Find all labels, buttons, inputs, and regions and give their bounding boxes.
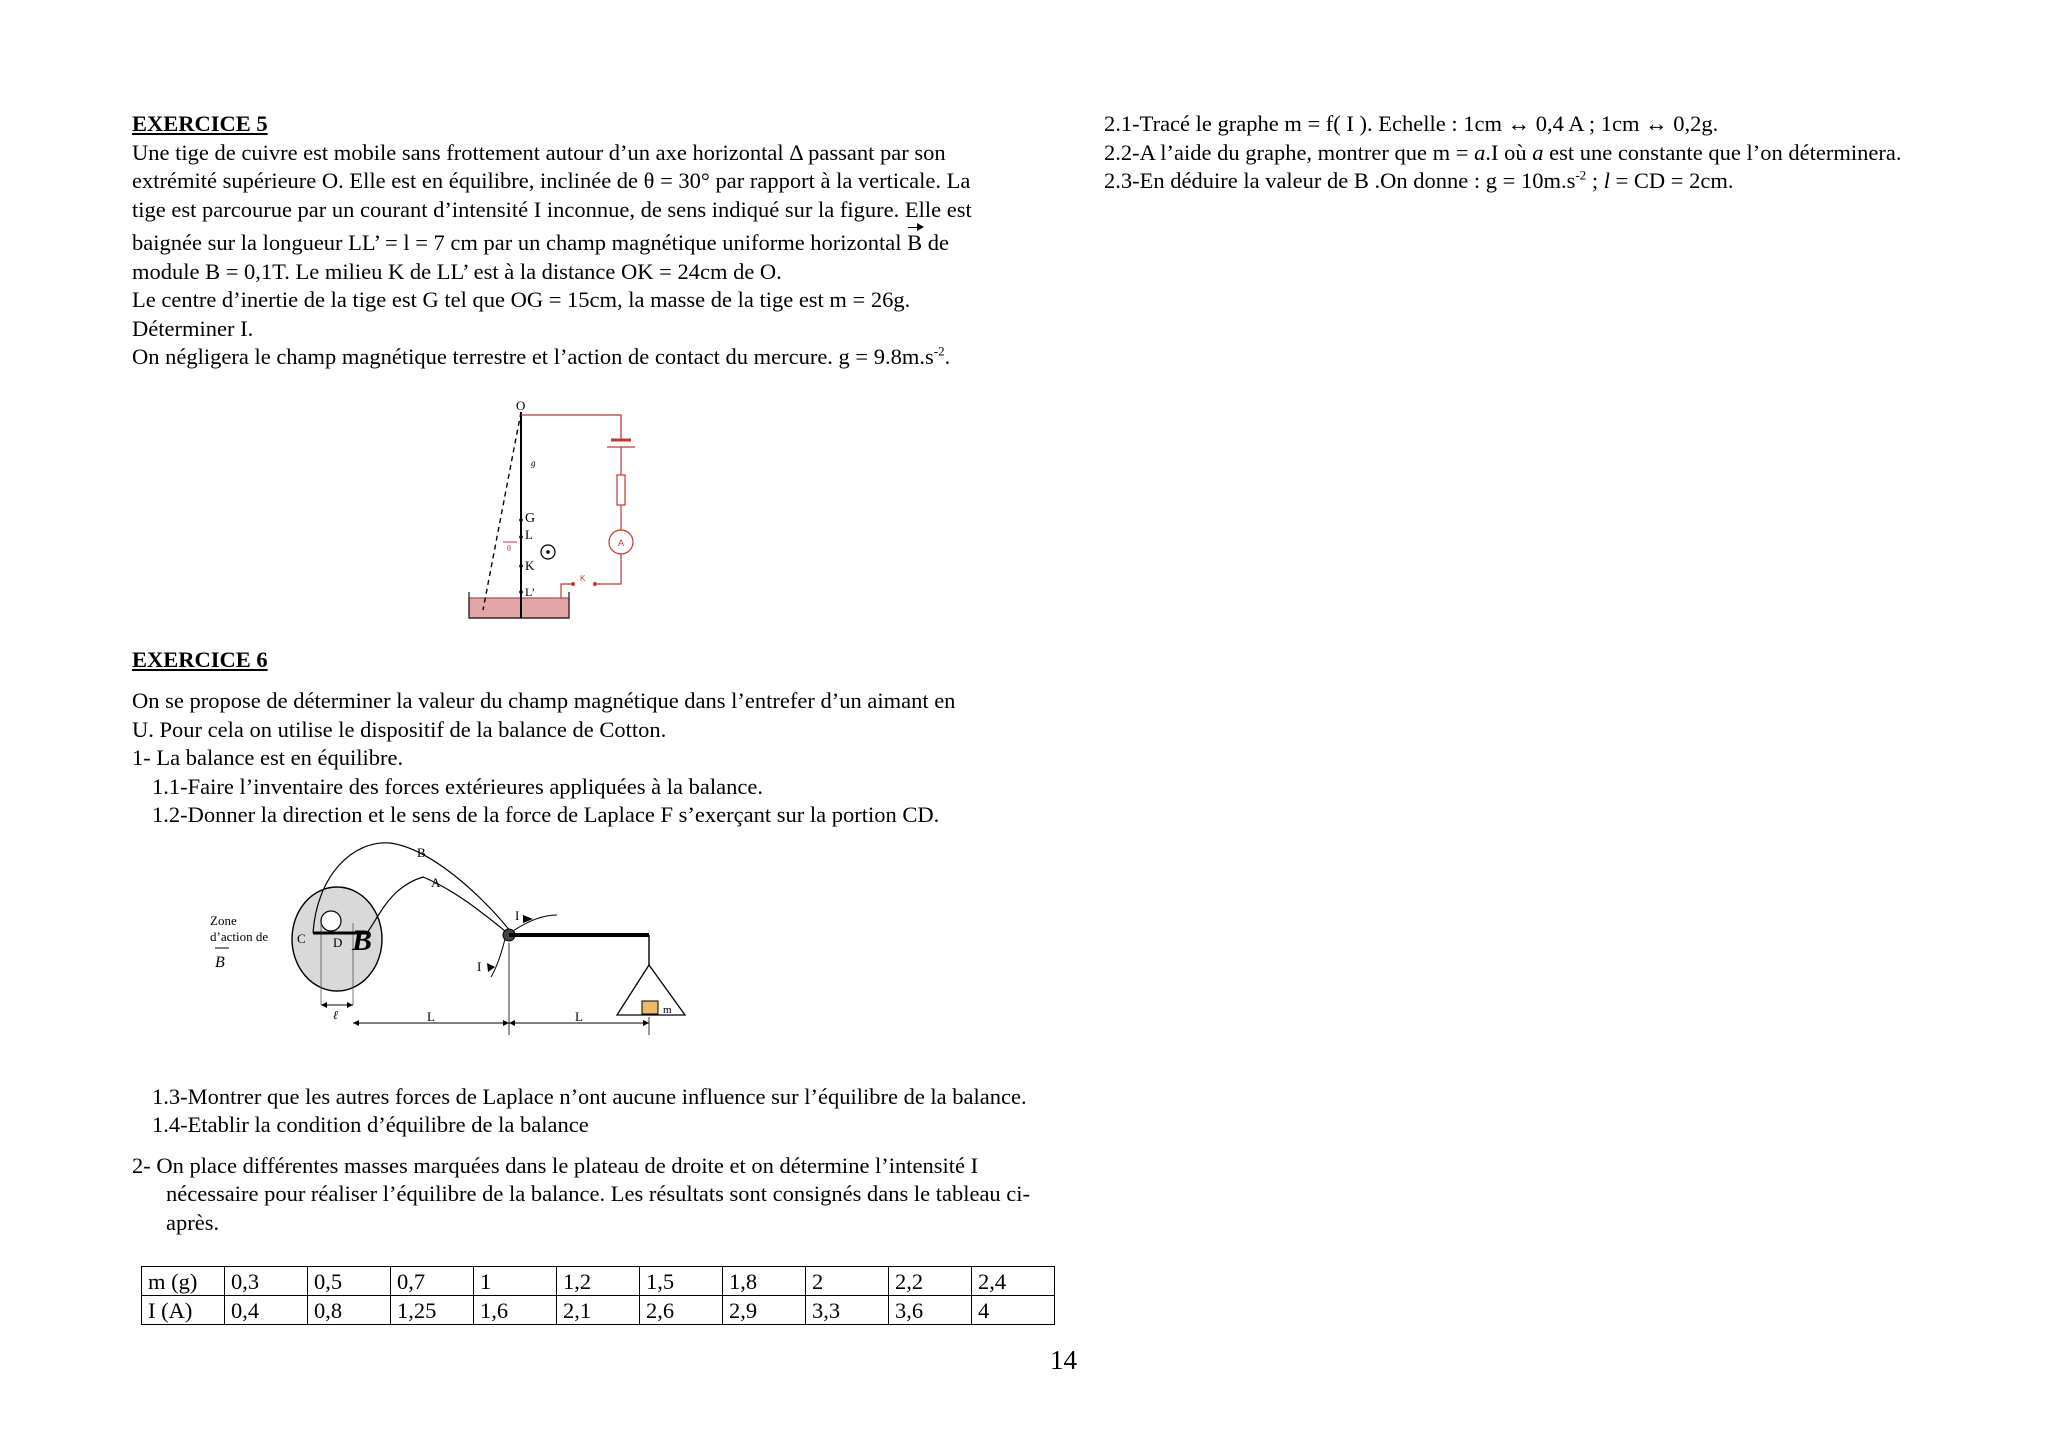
table-cell: 3,6 bbox=[889, 1296, 972, 1325]
ex5-line bbox=[132, 229, 1062, 258]
ex5-line: Une tige de cuivre est mobile sans frottement autour d’un axe horizontal Δ passant par son bbox=[132, 139, 946, 165]
question-1-2: 1.2-Donner la direction et le sens de la force de Laplace F s’exerçant sur la portion CD. bbox=[152, 802, 940, 827]
constant-a: a bbox=[1474, 139, 1486, 165]
inclined-rod bbox=[483, 412, 521, 610]
table-header-cell: m (g) bbox=[142, 1267, 225, 1296]
length-ell-label: ℓ bbox=[333, 1008, 338, 1022]
question-2: 2- On place différentes masses marquées dans le plateau de droite et on détermine l’intensité I nécessaire pour réaliser l’équilibre de la balance. Les résultats sont consignés dans le tableau ci-après. bbox=[132, 1152, 1031, 1235]
table-cell: 0,7 bbox=[391, 1267, 474, 1296]
question-1-1: 1.1-Faire l’inventaire des forces extérieures appliquées à la balance. bbox=[152, 773, 763, 799]
table-cell: 2,1 bbox=[557, 1296, 640, 1325]
q23-text: ; bbox=[1586, 168, 1604, 193]
theta-label: θ bbox=[507, 544, 511, 553]
constant-a: a bbox=[1532, 139, 1544, 165]
point-k-label: K bbox=[525, 558, 535, 573]
table-cell: 1 bbox=[474, 1267, 557, 1296]
point-o-label: O bbox=[516, 400, 526, 413]
question-2-1: 2.1-Tracé le graphe m = f( I ). Echelle : 1cm ↔ 0,4 A ; 1cm ↔ 0,2g. bbox=[1104, 111, 1719, 136]
point-l-label: L bbox=[525, 527, 533, 542]
exponent: -2 bbox=[933, 343, 945, 359]
ex5-text: . bbox=[944, 344, 951, 369]
current-label: I bbox=[515, 908, 520, 923]
q23-text: = CD = 2cm. bbox=[1609, 168, 1734, 193]
table-cell: 0,5 bbox=[308, 1267, 391, 1296]
b-field-label: B bbox=[352, 924, 373, 957]
mass-label: m bbox=[663, 1004, 672, 1016]
table-cell: 2,4 bbox=[972, 1267, 1055, 1296]
table-cell: 3,3 bbox=[806, 1296, 889, 1325]
point-b-label: B bbox=[417, 845, 426, 860]
ex5-line: tige est parcourue par un courant d’intensité I inconnue, de sens indiqué sur la figure. Elle est bbox=[132, 196, 972, 222]
right-column bbox=[1104, 110, 2024, 196]
ex5-line: Le centre d’inertie de la tige est G tel que OG = 15cm, la masse de la tige est m = 26g. bbox=[132, 287, 911, 312]
table-cell: 1,8 bbox=[723, 1267, 806, 1296]
mass-weight bbox=[642, 1001, 658, 1014]
copper-rod-figure bbox=[465, 400, 655, 622]
question-2-3 bbox=[1104, 167, 2024, 196]
ex6-line: U. Pour cela on utilise le dispositif de la balance de Cotton. bbox=[132, 716, 667, 742]
question-1-4: 1.4-Etablir la condition d’équilibre de la balance bbox=[152, 1112, 589, 1137]
table-cell: 2 bbox=[806, 1267, 889, 1296]
table-header-cell: I (A) bbox=[142, 1296, 225, 1325]
ammeter-label: A bbox=[618, 538, 625, 548]
question-2-2 bbox=[1104, 139, 2024, 168]
ex6-line: On se propose de déterminer la valeur du champ magnétique dans l’entrefer d’un aimant en bbox=[132, 688, 956, 713]
ex5-text: de bbox=[922, 230, 950, 255]
switch-label: K bbox=[580, 574, 586, 583]
table-cell: 0,3 bbox=[225, 1267, 308, 1296]
table-cell: 2,9 bbox=[723, 1296, 806, 1325]
point-l-prime-label: L’ bbox=[525, 585, 536, 599]
cotton-balance-figure bbox=[205, 835, 695, 1060]
table-cell: 1,6 bbox=[474, 1296, 557, 1325]
point-c-label: C bbox=[297, 931, 306, 946]
exponent: -2 bbox=[1575, 167, 1587, 183]
left-column bbox=[132, 110, 1062, 1237]
table-cell: 1,2 bbox=[557, 1267, 640, 1296]
zone-label: d’action de bbox=[210, 929, 269, 944]
results-table bbox=[141, 1266, 1055, 1325]
q22-text: est une constante que l’on déterminera. bbox=[1543, 139, 1902, 165]
page-number: 14 bbox=[1050, 1345, 1077, 1375]
gravity-label: g bbox=[531, 458, 536, 468]
point-d-label: D bbox=[333, 935, 343, 950]
ex5-line: Déterminer I. bbox=[132, 315, 254, 341]
q22-text: 2.2-A l’aide du graphe, montrer que m = bbox=[1104, 139, 1475, 165]
table-cell: 1,25 bbox=[391, 1296, 474, 1325]
table-cell: 2,6 bbox=[640, 1296, 723, 1325]
table-cell: 2,2 bbox=[889, 1267, 972, 1296]
length-l-label: L bbox=[575, 1009, 583, 1024]
vector-b-symbol: B bbox=[907, 229, 922, 258]
length-l-symbol: l bbox=[1603, 168, 1610, 193]
exercise-5-heading: EXERCICE 5 bbox=[132, 111, 268, 136]
ex5-text: On négligera le champ magnétique terrestre et l’action de contact du mercure. g = 9.8m.s bbox=[132, 344, 934, 369]
exercise-6-heading: EXERCICE 6 bbox=[132, 646, 268, 672]
table-row bbox=[142, 1296, 1055, 1325]
b-field-symbol: B bbox=[215, 954, 225, 971]
ex5-line: extrémité supérieure O. Elle est en équilibre, inclinée de θ = 30° par rapport à la verticale. La bbox=[132, 168, 971, 193]
current-label: I bbox=[477, 959, 482, 974]
resistor-icon bbox=[617, 475, 625, 505]
table-cell: 1,5 bbox=[640, 1267, 723, 1296]
table-cell: 0,8 bbox=[308, 1296, 391, 1325]
ex5-text: baignée sur la longueur LL’ = l = 7 cm par un champ magnétique uniforme horizontal bbox=[132, 230, 908, 255]
table-cell: 0,4 bbox=[225, 1296, 308, 1325]
table-row bbox=[142, 1267, 1055, 1296]
question-1-3: 1.3-Montrer que les autres forces de Laplace n’ont aucune influence sur l’équilibre de la balance. bbox=[152, 1083, 1027, 1109]
question-1: 1- La balance est en équilibre. bbox=[132, 745, 404, 770]
q23-text: 2.3-En déduire la valeur de B .On donne : g = 10m.s bbox=[1104, 168, 1576, 193]
length-l-label: L bbox=[427, 1009, 435, 1024]
table-cell: 4 bbox=[972, 1296, 1055, 1325]
point-g-label: G bbox=[525, 511, 536, 526]
point-a-label: A bbox=[431, 875, 441, 890]
q22-text: .I où bbox=[1485, 139, 1533, 165]
zone-label: Zone bbox=[210, 913, 237, 928]
ex5-line bbox=[132, 343, 1062, 372]
ex5-line: module B = 0,1T. Le milieu K de LL’ est à la distance OK = 24cm de O. bbox=[132, 258, 782, 284]
